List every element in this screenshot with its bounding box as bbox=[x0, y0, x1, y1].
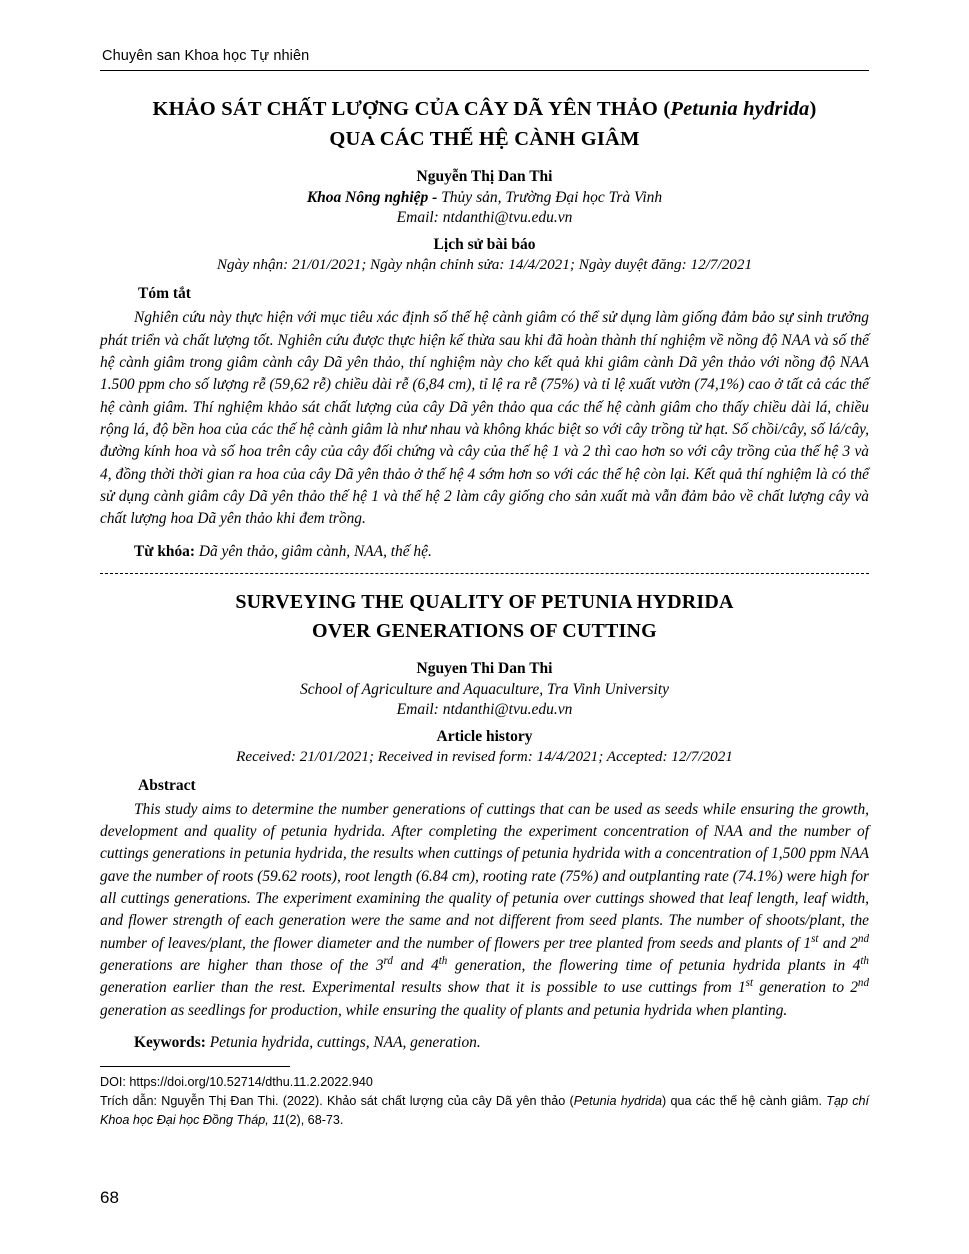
email-vietnamese: Email: ntdanthi@tvu.edu.vn bbox=[396, 209, 573, 227]
abstract-english bbox=[100, 799, 869, 1022]
abstract-en-part6: generation earlier than the rest. Experimental results show that it is possible to use cuttings from 1 bbox=[100, 979, 746, 997]
abstract-en-sup2: nd bbox=[857, 932, 870, 945]
abstract-en-part5: generation, the flowering time of petunia hydrida plants in 4 bbox=[447, 957, 861, 975]
title-vi-species-name: Petunia hydrida bbox=[670, 98, 810, 120]
page-title-english bbox=[100, 588, 869, 646]
title-en-line1: SURVEYING THE QUALITY OF PETUNIA HYDRIDA bbox=[235, 590, 734, 613]
abstract-en-part4: and 4 bbox=[392, 957, 439, 975]
affiliation-vi-bold: Khoa Nông nghiệp - bbox=[306, 189, 442, 207]
citation-part1: Trích dẫn: Nguyễn Thị Đan Thi. (2022). Khảo sát chất lượng của cây Dã yên thảo ( bbox=[100, 1094, 574, 1109]
email-english: Email: ntdanthi@tvu.edu.vn bbox=[396, 700, 573, 718]
abstract-en-sup4: th bbox=[438, 954, 448, 967]
affiliation-vietnamese bbox=[100, 189, 869, 207]
article-history-english: Received: 21/01/2021; Received in revised form: 14/4/2021; Accepted: 12/7/2021 bbox=[236, 747, 733, 765]
citation-line bbox=[100, 1092, 869, 1130]
abstract-en-sup3: rd bbox=[383, 954, 393, 967]
abstract-en-part8: generation as seedlings for production, while ensuring the quality of plants and petunia hydrida when planting. bbox=[100, 1001, 788, 1019]
abstract-en-sup1: st bbox=[811, 932, 819, 945]
section-divider bbox=[100, 573, 869, 574]
citation-species-name: Petunia hydrida bbox=[573, 1094, 663, 1109]
author-vietnamese: Nguyễn Thị Dan Thi bbox=[416, 168, 553, 186]
doi-line: DOI: https://doi.org/10.52714/dthu.11.2.2022.940 bbox=[100, 1075, 373, 1089]
page-title-vietnamese bbox=[100, 95, 869, 154]
abstract-en-sup5: th bbox=[860, 954, 869, 967]
keywords-label-english: Keywords: bbox=[134, 1034, 206, 1051]
abstract-en-part2: and 2 bbox=[818, 934, 858, 952]
abstract-vietnamese: Nghiên cứu này thực hiện với mục tiêu xác định số thế hệ cành giâm có thể sử dụng làm giống đảm bảo sự sinh trưởng phát triển và chất lượng tốt. Nghiên cứu được thực hiện kế thừa sau khi đã hoàn thành thí nghiệm về nồng độ NAA và số thế hệ cành giâm trong giâm cành cây Dã yên thảo, thí nghiệm này cho kết quả khi giâm cành Dã yên thảo với nồng độ NAA 1.500 ppm cho số lượng rễ (59,62 rễ) chiều dài rễ (6,84 cm), tỉ lệ ra rễ (75%) và tỉ lệ xuất vườn (74,1%) cao ở tất cả các thế hệ cành giâm. Thí nghiệm khảo sát chất lượng của cây Dã yên thảo qua các thế hệ cành giâm cho thấy chiều dài lá, chiều rộng lá, độ bền hoa của các thế hệ cành giâm là như nhau và không khác biệt so với cây trồng từ hạt. Số chồi/cây, số lá/cây, đường kính hoa và số hoa trên cây của cây đối chứng và cây của thế hệ 1 và 2 thì cao hơn so với cây trồng của thế hệ 3 và 4, đồng thời thời gian ra hoa của cây Dã yên thảo ở thế hệ 4 sớm hơn so với các thế hệ còn lại. Kết quả thí nghiệm là có thể sử dụng cành giâm cây Dã yên thảo thế hệ 1 và thế hệ 2 làm cây giống cho sản xuất mà vẫn đảm bảo về chất lượng cây và chất lượng hoa Dã yên thảo khi đem trồng. bbox=[100, 309, 869, 528]
article-history-label-english: Article history bbox=[436, 727, 533, 745]
article-history-vietnamese: Ngày nhận: 21/01/2021; Ngày nhận chỉnh sửa: 14/4/2021; Ngày duyệt đăng: 12/7/2021 bbox=[216, 256, 753, 274]
affiliation-vi-rest: Thủy sản, Trường Đại học Trà Vinh bbox=[441, 189, 663, 207]
affiliation-english: School of Agriculture and Aquaculture, Tra Vinh University bbox=[299, 680, 670, 698]
abstract-label-vietnamese: Tóm tắt bbox=[138, 285, 191, 303]
citation-part3: (2), 68-73. bbox=[285, 1113, 344, 1128]
running-head: Chuyên san Khoa học Tự nhiên bbox=[100, 48, 869, 71]
title-vi-line1-pre: KHẢO SÁT CHẤT LƯỢNG CỦA CÂY DÃ YÊN THẢO ( bbox=[152, 98, 671, 120]
title-vi-line2: QUA CÁC THẾ HỆ CÀNH GIÂM bbox=[329, 127, 640, 150]
page-number: 68 bbox=[100, 1188, 119, 1207]
footer-divider bbox=[100, 1066, 290, 1067]
keywords-vietnamese bbox=[100, 543, 869, 561]
title-vi-line1-post: ) bbox=[809, 98, 817, 120]
abstract-en-sup7: nd bbox=[857, 977, 869, 990]
keywords-list-english: Petunia hydrida, cuttings, NAA, generation. bbox=[209, 1034, 481, 1051]
article-history-label-vietnamese: Lịch sử bài báo bbox=[433, 236, 536, 254]
author-english: Nguyen Thi Dan Thi bbox=[416, 659, 553, 677]
abstract-en-part3: generations are higher than those of the 3 bbox=[100, 957, 384, 975]
citation-part2: ) qua các thế hệ cành giâm. bbox=[662, 1094, 827, 1109]
keywords-label-vietnamese: Từ khóa: bbox=[134, 542, 195, 560]
title-en-line2: OVER GENERATIONS OF CUTTING bbox=[312, 619, 657, 642]
abstract-en-part1: This study aims to determine the number generations of cuttings that can be used as seeds while ensuring the growth, development and quality of petunia hydrida. After completing the experiment concentration of NAA and the number of cuttings generations in petunia hydrida, the results when cuttings of petunia hydrida with a concentration of 1,500 ppm NAA gave the number of roots (59.62 roots), root length (6.84 cm), rooting rate (75%) and outplanting rate (74.1%) were high for all cuttings generations. The experiment examining the quality of petunia over cuttings showed that leaf length, leaf width, and flower strength of each generation were the same and not different from seed plants. The number of shoots/plant, the number of leaves/plant, the flower diameter and the number of flowers per tree planted from seeds and plants of 1 bbox=[100, 800, 869, 952]
keywords-english bbox=[100, 1034, 869, 1052]
abstract-label-english: Abstract bbox=[138, 776, 196, 794]
citation-journal-name: Tạp chí Khoa học Đại học Đồng Tháp, 11 bbox=[100, 1094, 870, 1128]
abstract-en-part7: generation to 2 bbox=[753, 979, 858, 997]
keywords-list-vietnamese: Dã yên thảo, giâm cành, NAA, thế hệ. bbox=[198, 542, 432, 560]
abstract-en-sup6: st bbox=[745, 977, 754, 990]
